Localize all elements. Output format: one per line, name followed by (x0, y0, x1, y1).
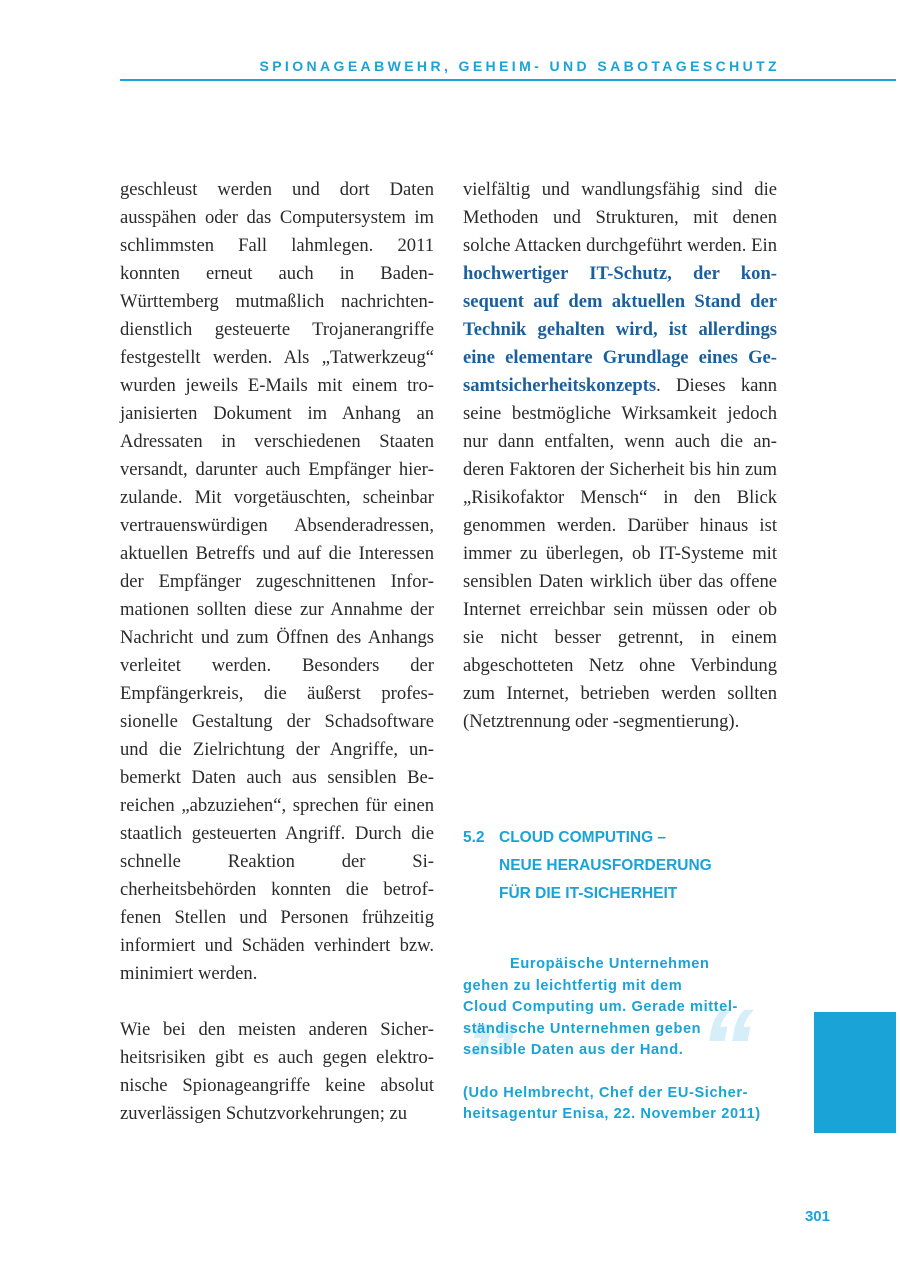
body-paragraph: Wie bei den meisten anderen Sicherheitsrisiken gibt es auch gegen elektronische Spionageangriffe keine absolut zuverlässigen Schutzvorkehrungen; zu (120, 1019, 434, 1124)
open-quote-icon: „ (471, 939, 526, 1062)
quote-line: Cloud Computing um. Gerade mittel- (463, 999, 738, 1015)
page-number: 301 (804, 1208, 830, 1225)
quote-source-line: (Udo Helmbrecht, Chef der EU-Sicher- (463, 1084, 749, 1101)
paragraph-continuation: . Dieses kann seine bestmögliche Wirksamkeit jedoch nur dann entfalten, wenn auch die anderen Faktoren der Sicherheit bis hin zum „Risikofaktor Mensch“ in den Blick genommen werden. Darüber hinaus ist immer zu überlegen, ob IT-Systeme mit sensiblen Daten wirklich über das offene Internet erreichbar sein müssen oder ob sie nicht besser getrennt, in einem abgeschotteten Netz ohne Verbindung zum Internet, betrieben werden sollten (Netztrennung oder -segmentierung). (463, 375, 777, 732)
section-number: 5.2 (463, 829, 485, 846)
section-title-line-3: FÜR DIE IT-SICHERHEIT (499, 885, 678, 902)
section-title-line-1: CLOUD COMPUTING – (499, 829, 667, 846)
quote-source-line: heitsagentur Enisa, 22. November 2011) (463, 1106, 761, 1122)
running-header-title: SPIONAGEABWEHR, GEHEIM- UND SABOTAGESCHUTZ (259, 58, 780, 74)
header-rule (120, 79, 896, 81)
section-heading-line (463, 824, 712, 852)
left-text-column (120, 176, 434, 1128)
body-paragraph: geschleust werden und dort Daten ausspähen oder das Computersystem im schlimmsten Fall lahmlegen. 2011 konnten erneut auch in Baden-Württemberg mutmaßlich nachrichtendienstlich gesteuerte Trojanerangriffe festgestellt werden. Als „Tatwerkzeug“ wurden jeweils E-Mails mit einem trojanisierten Dokument im Anhang an Adressaten in verschiedenen Staaten versandt, darunter auch Empfänger hierzulande. Mit vorgetäuschten, scheinbar vertrauenswürdigen Absenderadressen, aktuellen Betreffs und auf die Interessen der Empfänger zugeschnittenen Informationen sollten diese zur Annahme der Nachricht und zum Öffnen des Anhangs verleitet werden. Besonders der Empfängerkreis, die äußerst professionelle Gestaltung der Schadsoftware und die Zielrichtung der Angriffe, unbemerkt Daten auch aus sensiblen Bereichen „abzuziehen“, sprechen für einen staatlich gesteuerten Angriff. Durch die schnelle Reaktion der Sicherheitsbehörden konnten die betroffenen Stellen und Personen frühzeitig informiert und Schäden verhindert bzw. minimiert werden. (120, 179, 434, 984)
quote-source (463, 1083, 803, 1126)
quote-line: Europäische Unternehmen (510, 956, 710, 972)
paragraph-intro: vielfältig und wandlungsfähig sind die Methoden und Strukturen, mit denen solche Attacken durchgeführt werden. Ein (463, 179, 777, 256)
quote-line: sensible Daten aus der Hand. (463, 1042, 684, 1058)
quote-line: gehen zu leichtfertig mit dem (463, 977, 683, 994)
highlighted-statement: hochwertiger IT-Schutz, der konsequent auf dem aktuellen Stand der Technik gehalten wird, ist allerdings eine elementare Grundlage eines Gesamtsicherheitskonzepts (463, 263, 777, 396)
section-heading (463, 824, 712, 908)
body-paragraph (463, 176, 777, 736)
chapter-side-tab (814, 1012, 896, 1133)
section-title-line-2: NEUE HERAUSFORDERUNG (499, 857, 712, 874)
right-text-column (463, 176, 777, 736)
close-quote-icon: “ (699, 987, 754, 1110)
quote-text (463, 954, 803, 1062)
quote-line: ständische Unternehmen geben (463, 1020, 702, 1037)
pull-quote (463, 939, 803, 1126)
